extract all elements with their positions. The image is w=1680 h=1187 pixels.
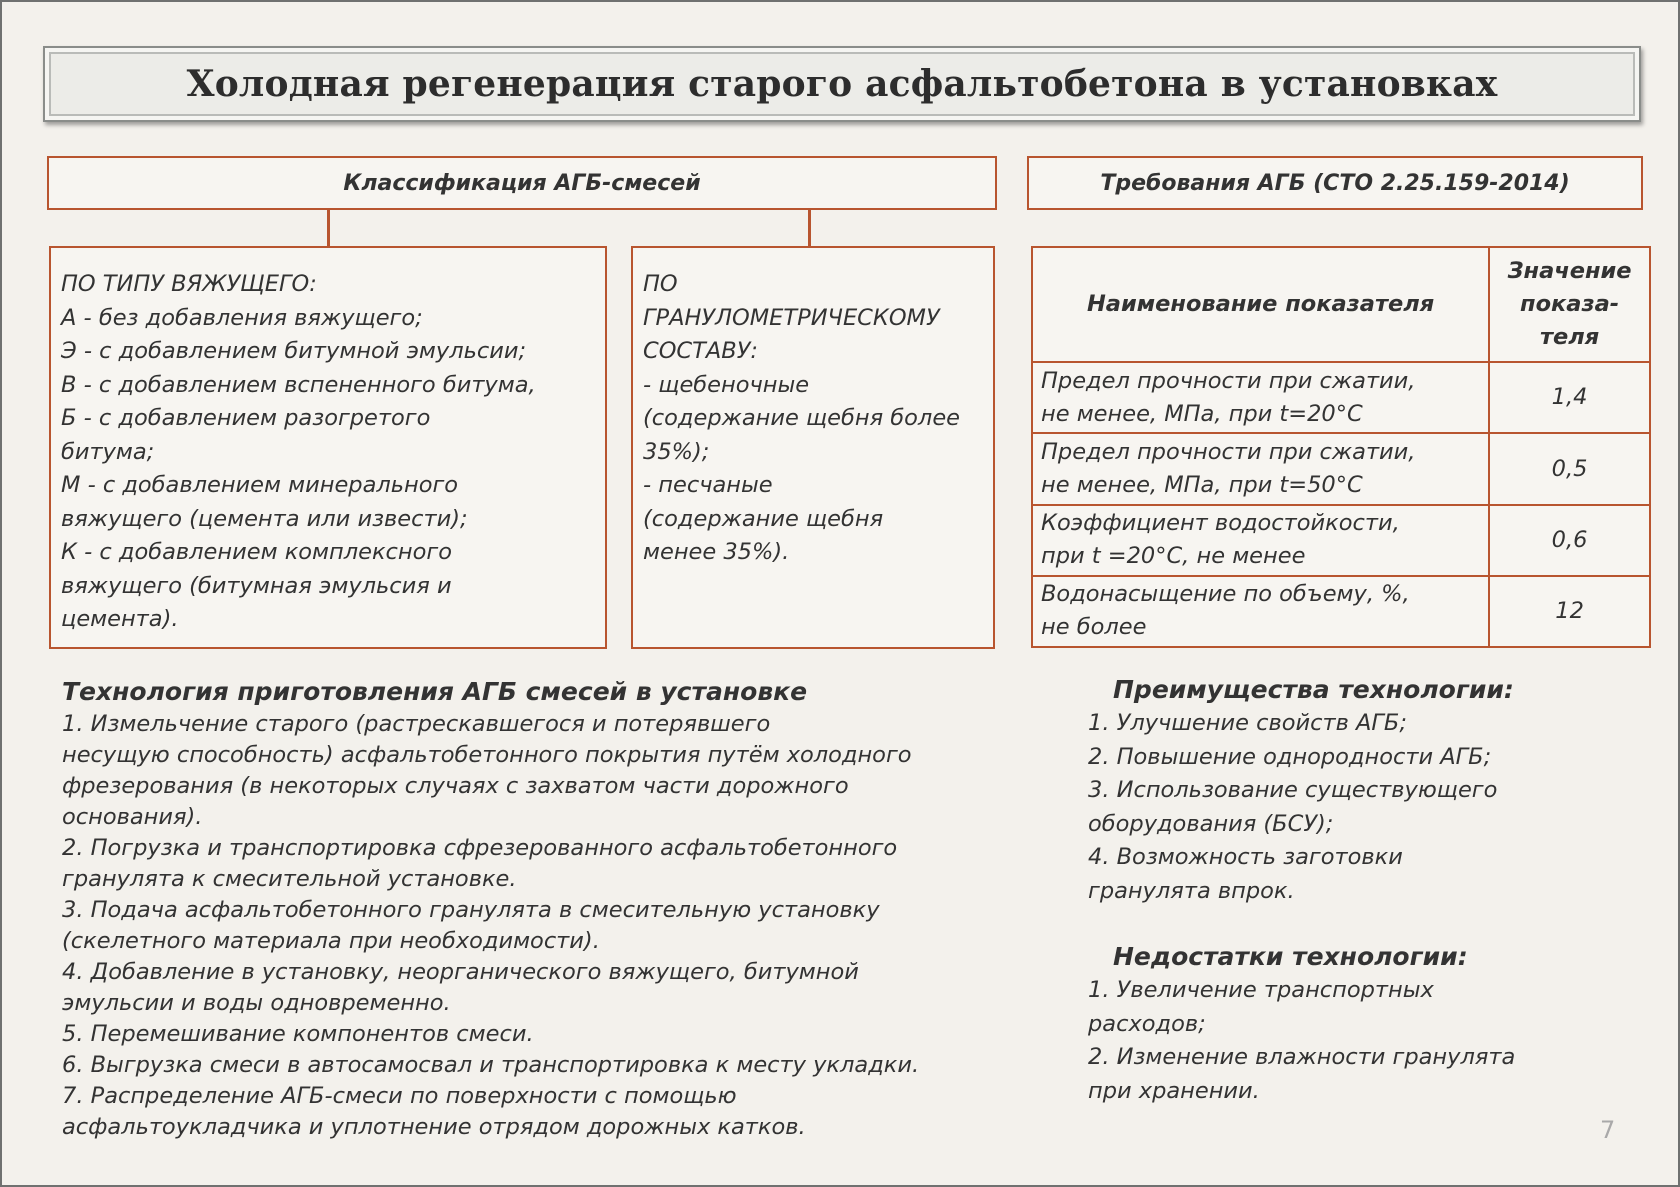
technology-line: эмульсии и воды одновременно. <box>62 990 451 1016</box>
disadvantages-title: Недостатки технологии: <box>1113 942 1468 971</box>
indicator-name <box>1032 433 1489 504</box>
indicator-value: 0,6 <box>1489 505 1650 576</box>
indicator-value: 0,5 <box>1489 433 1650 504</box>
technology-line: 2. Погрузка и транспортировка сфрезерованного асфальтобетонного <box>62 835 898 861</box>
col-value-line: показа- <box>1520 291 1620 318</box>
technology-line: (скелетного материала при необходимости). <box>62 928 600 954</box>
binder-line: битума; <box>61 438 155 465</box>
indicator-line: не менее, МПа, при t=20°C <box>1041 400 1363 427</box>
col-value-header <box>1489 247 1650 362</box>
binder-line: К - с добавлением комплексного <box>61 539 452 565</box>
disadvantages-list <box>1088 974 1648 1108</box>
classification-header: Классификация АГБ-смесей <box>47 156 997 210</box>
binder-type-box <box>49 246 607 649</box>
granulometric-line: - песчаные <box>643 472 773 498</box>
binder-line: ПО ТИПУ ВЯЖУЩЕГО: <box>61 271 317 297</box>
granulometric-line: (содержание щебня <box>643 505 884 532</box>
technology-title: Технология приготовления АГБ смесей в установке <box>62 677 808 706</box>
col-value-line: Значение <box>1507 258 1632 285</box>
advantages-list <box>1088 707 1648 908</box>
table-header-row <box>1032 247 1650 362</box>
col-value-line: теля <box>1539 324 1600 351</box>
indicator-name <box>1032 362 1489 433</box>
indicator-line: Предел прочности при сжатии, <box>1041 367 1416 394</box>
binder-line: А - без добавления вяжущего; <box>61 304 423 331</box>
binder-line: вяжущего (цемента или извести); <box>61 505 468 532</box>
title-banner <box>43 46 1641 122</box>
advantages-section <box>1088 673 1648 908</box>
disadvantage-line: расходов; <box>1088 1010 1206 1037</box>
binder-line: В - с добавлением вспененного битума, <box>61 371 536 398</box>
indicator-name <box>1032 576 1489 647</box>
granulometric-line: (содержание щебня более <box>643 405 960 431</box>
technology-line: 1. Измельчение старого (растрескавшегося и потерявшего <box>62 711 771 737</box>
connector-left <box>327 208 330 246</box>
technology-line: 4. Добавление в установку, неорганического вяжущего, битумной <box>62 959 859 985</box>
granulometric-line: менее 35%). <box>643 539 790 565</box>
technology-line: 3. Подача асфальтобетонного гранулята в смесительную установку <box>62 897 880 923</box>
technology-line: гранулята к смесительной установке. <box>62 866 517 892</box>
indicator-value: 12 <box>1489 576 1650 647</box>
technology-line: основания). <box>62 804 203 830</box>
technology-list <box>62 709 1052 1143</box>
advantage-line: 1. Улучшение свойств АГБ; <box>1088 710 1407 736</box>
disadvantage-line: при хранении. <box>1088 1077 1260 1104</box>
granulometric-line: ПО <box>643 271 678 297</box>
technology-line: 5. Перемешивание компонентов смеси. <box>62 1021 534 1047</box>
indicator-value: 1,4 <box>1489 362 1650 433</box>
table-row <box>1032 576 1650 647</box>
advantage-line: 3. Использование существующего <box>1088 777 1498 803</box>
table-row <box>1032 505 1650 576</box>
technology-line: несущую способность) асфальтобетонного покрытия путём холодного <box>62 742 912 768</box>
granulometric-box <box>631 246 995 649</box>
indicator-line: Предел прочности при сжатии, <box>1041 439 1416 466</box>
disadvantage-line: 2. Изменение влажности гранулята <box>1088 1044 1516 1070</box>
advantage-line: оборудования (БСУ); <box>1088 810 1334 837</box>
indicator-line: при t =20°C, не менее <box>1041 543 1306 570</box>
indicator-name <box>1032 505 1489 576</box>
technology-section <box>62 675 1052 1143</box>
technology-line: асфальтоукладчика и уплотнение отрядом дорожных катков. <box>62 1114 806 1140</box>
advantage-line: 2. Повышение однородности АГБ; <box>1088 743 1492 770</box>
requirements-table <box>1031 246 1651 648</box>
indicator-line: не менее, МПа, при t=50°C <box>1041 472 1363 499</box>
advantage-line: 4. Возможность заготовки <box>1088 844 1403 870</box>
page-number: 7 <box>1600 1116 1616 1144</box>
advantages-title: Преимущества технологии: <box>1113 675 1514 704</box>
connector-right <box>808 208 811 246</box>
technology-line: 7. Распределение АГБ-смеси по поверхности с помощью <box>62 1083 737 1109</box>
technology-line: фрезерования (в некоторых случаях с захватом части дорожного <box>62 773 849 799</box>
table-row <box>1032 433 1650 504</box>
granulometric-line: СОСТАВУ: <box>643 338 758 364</box>
granulometric-line: 35%); <box>643 438 710 465</box>
table-row <box>1032 362 1650 433</box>
indicator-line: Водонасыщение по объему, %, <box>1041 581 1410 608</box>
requirements-header: Требования АГБ (СТО 2.25.159-2014) <box>1027 156 1643 210</box>
binder-line: цемента). <box>61 606 179 632</box>
indicator-line: не более <box>1041 614 1147 641</box>
binder-line: вяжущего (битумная эмульсия и <box>61 572 452 599</box>
granulometric-line: ГРАНУЛОМЕТРИЧЕСКОМУ <box>643 304 940 331</box>
indicator-line: Коэффициент водостойкости, <box>1041 510 1400 537</box>
disadvantage-line: 1. Увеличение транспортных <box>1088 977 1434 1003</box>
disadvantages-section <box>1088 940 1648 1108</box>
binder-line: Э - с добавлением битумной эмульсии; <box>61 338 527 364</box>
slide-title: Холодная регенерация старого асфальтобетона в установках <box>186 63 1498 105</box>
technology-line: 6. Выгрузка смеси в автосамосвал и транспортировка к месту укладки. <box>62 1052 920 1078</box>
binder-line: Б - с добавлением разогретого <box>61 405 431 431</box>
col-name-header: Наименование показателя <box>1032 247 1489 362</box>
binder-line: М - с добавлением минерального <box>61 472 459 498</box>
granulometric-line: - щебеночные <box>643 371 810 398</box>
advantage-line: гранулята впрок. <box>1088 877 1295 904</box>
